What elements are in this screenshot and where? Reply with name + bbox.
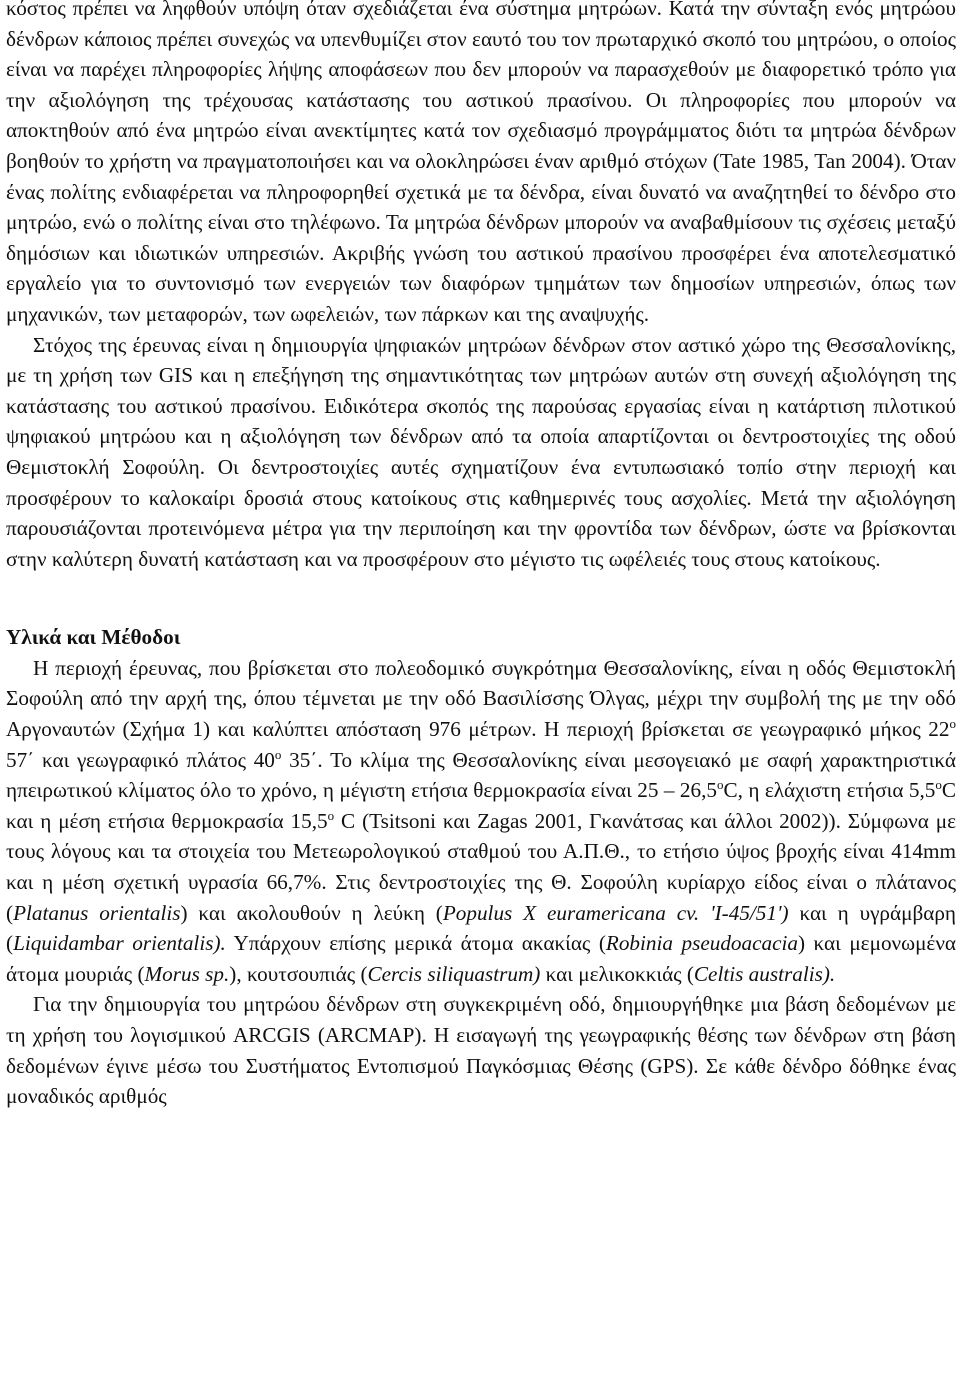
text-run: ) και μεμονωμένα άτομα μουριάς (	[6, 931, 957, 986]
paragraph-objective: Στόχος της έρευνας είναι η δημιουργία ψηφιακών μητρώων δένδρων στον αστικό χώρο της Θεσσαλονίκης, με τη χρήση των GIS και η επεξήγηση της σημαντικότητας των μητρώων αυτών στη συνεχή αξιολόγηση της κατάστασης του αστικού πρασίνου. Ειδικότερα σκοπός της παρούσας εργασίας είναι η κατάρτιση πιλοτικού ψηφιακού μητρώου και η αξιολόγηση των δένδρων από τα οποία απαρτίζονται οι δεντροστοιχίες της οδού Θεμιστοκλή Σοφούλη. Οι δεντροστοιχίες αυτές σχηματίζουν ένα εντυπωσιακό τοπίο στην περιοχή και προσφέρουν το καλοκαίρι δροσιά στους κατοίκους στις καθημερινές τους ασχολίες. Μετά την αξιολόγηση παρουσιάζονται προτεινόμενα μέτρα για την περιποίηση και την φροντίδα των δένδρων, ώστε να βρίσκονται στην καλύτερη δυνατή κατάσταση και να προσφέρουν στο μέγιστο τις ωφέλειές τους στους κατοίκους.	[6, 332, 956, 571]
text-run: C και η μέση ετήσια θερμοκρασία 15,5	[6, 778, 956, 833]
text-run: και μελικοκκιάς (	[540, 961, 694, 986]
section-gap	[6, 574, 956, 622]
paragraph-database: Για την δημιουργία του μητρώου δένδρων στη συγκεκριμένη οδό, δημιουργήθηκε μια βάση δεδομένων με τη χρήση του λογισμικού ARCGIS (ARCMAP). Η εισαγωγή της γεωγραφικής θέσης των δένδρων στη βάση δεδομένων έγινε μέσω του Συστήματος Εντοπισμού Παγκόσμιας Θέσης (GPS). Σε κάθε δένδρο δόθηκε ένας μοναδικός αριθμός	[6, 992, 956, 1109]
degree-superscript: ο	[949, 716, 956, 731]
section-heading: Υλικά και Μέθοδοι	[6, 625, 181, 650]
species-name: Populus X euramericana cv. 'I-45/51')	[442, 900, 789, 925]
text-run: ), κουτσουπιάς (	[229, 961, 368, 986]
species-name: Cercis siliquastrum)	[367, 961, 541, 986]
text-run: 57΄ και γεωγραφικό πλάτος 40	[6, 747, 275, 772]
degree-superscript: ο	[717, 777, 724, 793]
species-name: Morus sp.	[144, 961, 230, 986]
paragraph-intro: κόστος πρέπει να ληφθούν υπόψη όταν σχεδιάζεται ένα σύστημα μητρώων. Κατά την σύνταξη ενός μητρώου δένδρων κάποιος πρέπει συνεχώς να υπενθυμίζει στον εαυτό του τον πρωταρχικό σκοπό του μητρώου, ο οποίος είναι να παρέχει πληροφορίες λήψης αποφάσεων που δεν μπορούν να παρασχεθούν με διαφορετικό τρόπο για την αξιολόγηση της τρέχουσας κατάστασης του αστικού πρασίνου. Οι πληροφορίες που μπορούν να αποκτηθούν από ένα μητρώο είναι ανεκτίμητες κατά τον σχεδιασμό προγράμματος διότι τα μητρώα δένδρων βοηθούν το χρήστη να πραγματοποιήσει και να ολοκληρώσει έναν αριθμό στόχων (Tate 1985, Tan 2004). Όταν ένας πολίτης ενδιαφέρεται να πληροφορηθεί σχετικά με τα δένδρα, είναι δυνατό να αναζητηθεί το δένδρο στο μητρώο, ενώ ο πολίτης είναι στο τηλέφωνο. Τα μητρώα δένδρων μπορούν να αναβαθμίσουν τις σχέσεις μεταξύ δημόσιων και ιδιωτικών υπηρεσιών. Ακριβής γνώση του αστικού πρασίνου προσφέρει ένα αποτελεσματικό εργαλείο για το συντονισμό των ενεργειών των διαφόρων τμημάτων των δημοσίων υπηρεσιών, όπως των μηχανικών, των μεταφορών, των ωφελειών, των πάρκων και της αναψυχής.	[6, 0, 956, 326]
species-name: Robinia pseudoacacia	[605, 931, 798, 956]
text-run: 35΄. Το κλίμα της Θεσσαλονίκης είναι μεσογειακό με σαφή χαρακτηριστικά ηπειρωτικού κλίματος όλο το χρόνο, η μέγιστη ετήσια θερμοκρασία είναι 25 – 26,5	[6, 747, 956, 803]
species-name: Platanus orientalis	[13, 900, 181, 925]
text-run: και η υγράμβαρη (	[6, 900, 956, 956]
paragraph-study-area	[6, 653, 956, 990]
species-name: Liquidambar orientalis).	[13, 931, 226, 956]
document-page	[6, 0, 956, 1112]
degree-superscript: ο	[935, 777, 942, 793]
text-run: C, η ελάχιστη ετήσια 5,5	[723, 778, 936, 803]
text-run: ) και ακολουθούν η λεύκη (	[180, 900, 443, 925]
text-run: C (Tsitsoni και Zagas 2001, Γκανάτσας και άλλοι 2002)). Σύμφωνα με τους λόγους και τα στοιχεία του Μετεωρολογικού σταθμού του Α.Π.Θ., το ετήσιο ύψος βροχής είναι 414mm και η μέση σχετική υγρασία 66,7%. Στις δεντροστοιχίες της Θ. Σοφούλη κυρίαρχο είδος είναι ο πλάτανος (	[6, 808, 956, 925]
text-run: Υπάρχουν επίσης μερικά άτομα ακακίας (	[225, 931, 606, 956]
text-run: Η περιοχή έρευνας, που βρίσκεται στο πολεοδομικό συγκρότημα Θεσσαλονίκης, είναι η οδός Θεμιστοκλή Σοφούλη από την αρχή της, όπου τέμνεται με την οδό Βασιλίσσης Όλγας, μέχρι την συμβολή της με την οδό Αργοναυτών (Σχήμα 1) και καλύπτει απόσταση 976 μέτρων. Η περιοχή βρίσκεται σε γεωγραφικό μήκος 22	[6, 655, 956, 742]
degree-superscript: ο	[327, 807, 335, 823]
degree-superscript: ο	[274, 746, 282, 762]
species-name: Celtis australis).	[693, 961, 836, 986]
